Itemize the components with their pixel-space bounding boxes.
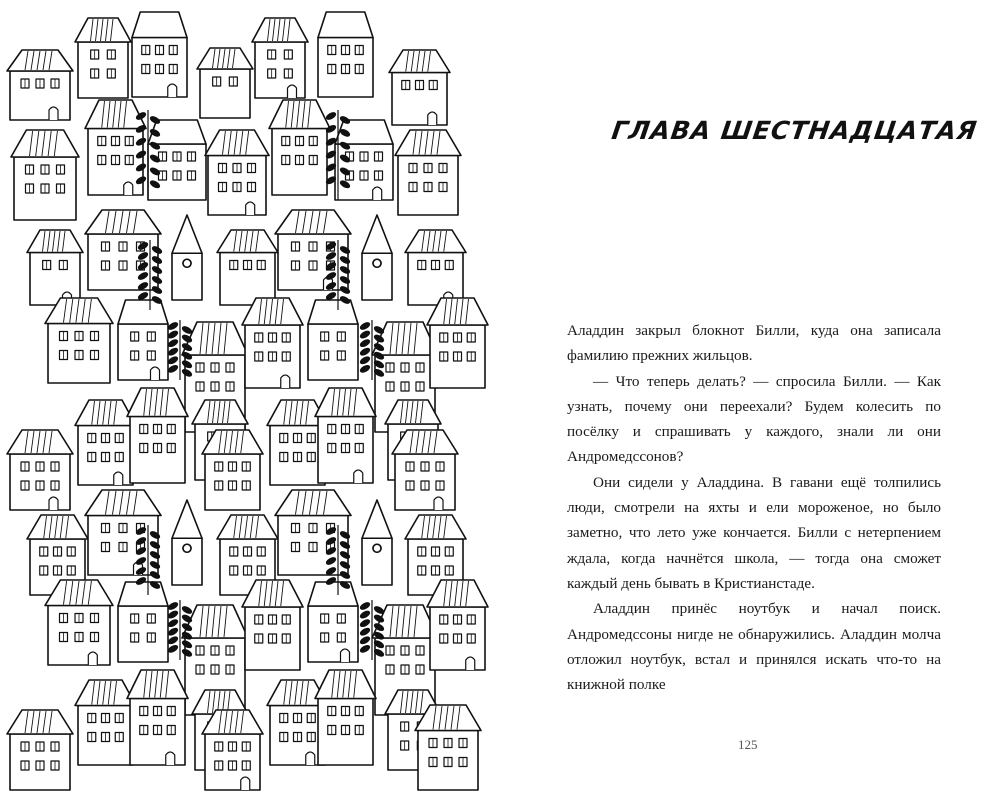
house-icon <box>7 430 73 510</box>
tree-icon <box>167 320 192 380</box>
tree-icon <box>359 320 384 380</box>
house-icon <box>362 215 392 300</box>
house-icon <box>45 580 113 665</box>
house-icon <box>395 130 461 215</box>
house-icon <box>308 300 358 380</box>
house-icon <box>85 490 161 575</box>
house-icon <box>11 130 79 220</box>
tree-icon <box>167 600 192 660</box>
house-icon <box>269 100 330 195</box>
house-icon <box>252 18 308 98</box>
house-icon <box>392 430 458 510</box>
paragraph-3: Они сидели у Аладдина. В гавани ещё толпились люди, смотрели на яхты и ели мороженое, но было заметно, что лето уже кончается. Билли с нетерпением ждала, когда начнётся школа, — тогда она сможет каждый день бывать в Кристианстаде. <box>567 473 941 592</box>
house-icon <box>275 490 351 575</box>
house-icon <box>315 388 376 483</box>
house-icon <box>75 18 131 98</box>
house-icon <box>27 230 83 305</box>
paragraph-4: Аладдин принёс ноутбук и начал поиск. Андромедссоны нигде не обнаружились. Аладдин молча отложил ноутбук, встал и принялся искать что-то на книжной полке <box>567 600 941 694</box>
house-icon <box>275 210 351 290</box>
house-icon <box>308 582 358 662</box>
page-number: 125 <box>738 737 758 752</box>
house-icon <box>415 705 481 790</box>
house-icon <box>405 230 466 305</box>
house-icon <box>45 298 113 383</box>
house-icon <box>7 50 73 120</box>
house-icon <box>362 500 392 585</box>
house-icon <box>217 230 278 305</box>
house-icon <box>242 580 303 670</box>
house-icon <box>318 12 373 97</box>
house-icon <box>202 430 263 510</box>
house-icon <box>75 400 136 485</box>
house-icon <box>202 710 263 790</box>
house-icon <box>118 300 168 380</box>
house-icon <box>127 388 188 483</box>
chapter-title: ГЛАВА ШЕСТНАДЦАТАЯ <box>609 116 980 145</box>
paragraph-1: Аладдин закрыл блокнот Билли, куда она записала фамилию прежних жильцов. <box>567 322 941 365</box>
house-icon <box>172 215 202 300</box>
house-icon <box>7 710 73 790</box>
house-icon <box>118 582 168 662</box>
tree-icon <box>359 600 384 660</box>
house-icon <box>427 580 488 670</box>
house-icon <box>172 500 202 585</box>
chapter-body <box>567 318 941 697</box>
house-icon <box>127 670 188 765</box>
house-icon <box>132 12 187 97</box>
house-icon <box>427 298 488 388</box>
house-icon <box>75 680 136 765</box>
house-icon <box>197 48 253 118</box>
house-icon <box>242 298 303 388</box>
house-icon <box>315 670 376 765</box>
house-icon <box>389 50 450 125</box>
house-icon <box>205 130 269 215</box>
paragraph-2: — Что теперь делать? — спросила Билли. — Как узнать, почему они переехали? Будем колесить по посёлку и спрашивать у каждого, знали ли они Андромедссонов? <box>567 372 941 466</box>
